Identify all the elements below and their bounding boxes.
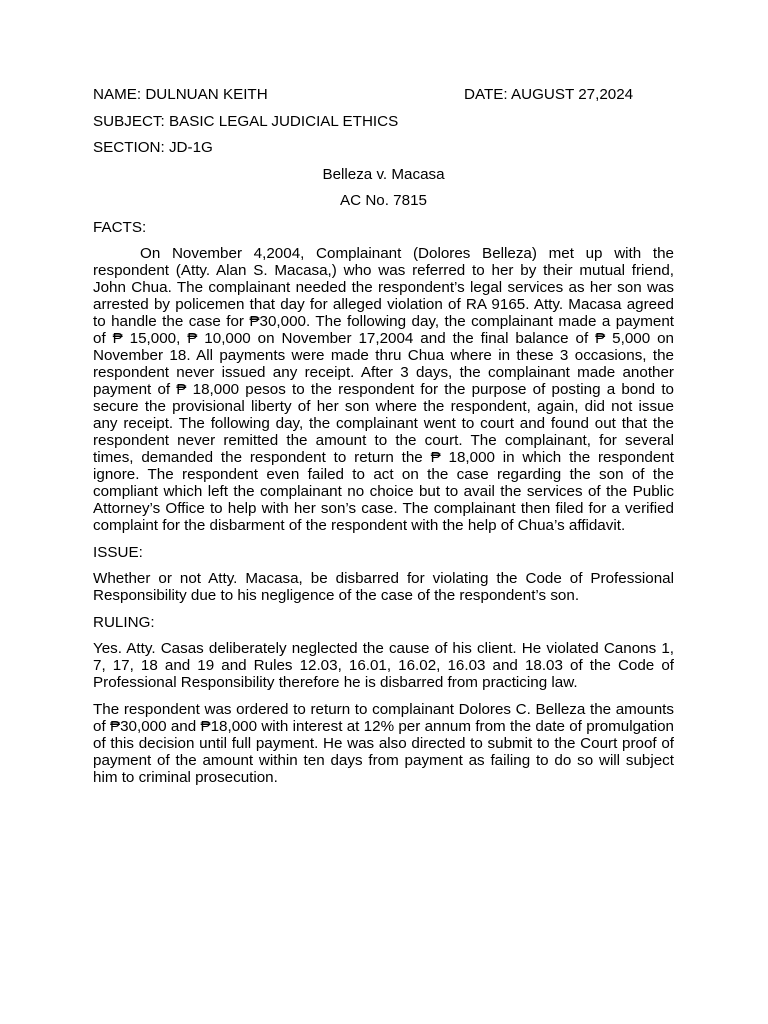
issue-paragraph: Whether or not Atty. Macasa, be disbarred for violating the Code of Professional Responsibility due to his negligence of the case of the respondent’s son. — [93, 570, 674, 604]
ruling-paragraph-2: The respondent was ordered to return to complainant Dolores C. Belleza the amounts of ₱30,000 and ₱18,000 with interest at 12% per annum from the date of promulgation of this decision until full payment. He was also directed to submit to the Court proof of payment of the amount within ten days from payment as failing to do so will subject him to criminal prosecution. — [93, 700, 674, 786]
issue-heading: ISSUE: — [93, 543, 143, 561]
facts-paragraph: On November 4,2004, Complainant (Dolores Belleza) met up with the respondent (Atty. Alan S. Macasa,) who was referred to her by their mutual friend, John Chua. The complainant needed the respondent’s legal services as her son was arrested by policemen that day for alleged violation of RA 9165. Atty. Macasa agreed to handle the case for ₱30,000. The following day, the complainant made a payment of ₱ 15,000, ₱ 10,000 on November 17,2004 and the final balance of ₱ 5,000 on November 18. All payments were made thru Chua where in these 3 occasions, the respondent never issued any receipt. After 3 days, the complainant made another payment of ₱ 18,000 pesos to the respondent for the purpose of posting a bond to secure the provisional liberty of her son where the respondent, again, did not issue any receipt. The following day, the complainant went to court and found out that the respondent never remitted the amount to the court. The complainant, for several times, demanded the respondent to return the ₱ 18,000 in which the respondent ignore. The respondent even failed to act on the case regarding the son of the compliant which left the complainant no choice but to avail the services of the Public Attorney’s Office to help with her son’s case. The complainant then filed for a verified complaint for the disbarment of the respondent with the help of Chua’s affidavit. — [93, 245, 674, 534]
case-title: Belleza v. Macasa — [322, 165, 445, 183]
ruling-paragraph-1: Yes. Atty. Casas deliberately neglected the cause of his client. He violated Canons 1, 7, 17, 18 and 19 and Rules 12.03, 16.01, 16.02, 16.03 and 18.03 of the Code of Professional Responsibility therefore he is disbarred from practicing law. — [93, 640, 674, 691]
ruling-heading: RULING: — [93, 613, 155, 631]
document-date: DATE: AUGUST 27,2024 — [464, 86, 634, 103]
facts-heading: FACTS: — [93, 218, 147, 236]
subject-line: SUBJECT: BASIC LEGAL JUDICIAL ETHICS — [93, 112, 399, 130]
name-date-line — [93, 86, 674, 103]
section-line: SECTION: JD-1G — [93, 139, 213, 156]
student-name: NAME: DULNUAN KEITH — [93, 86, 268, 103]
document-page — [93, 86, 674, 795]
case-number: AC No. 7815 — [340, 192, 427, 209]
